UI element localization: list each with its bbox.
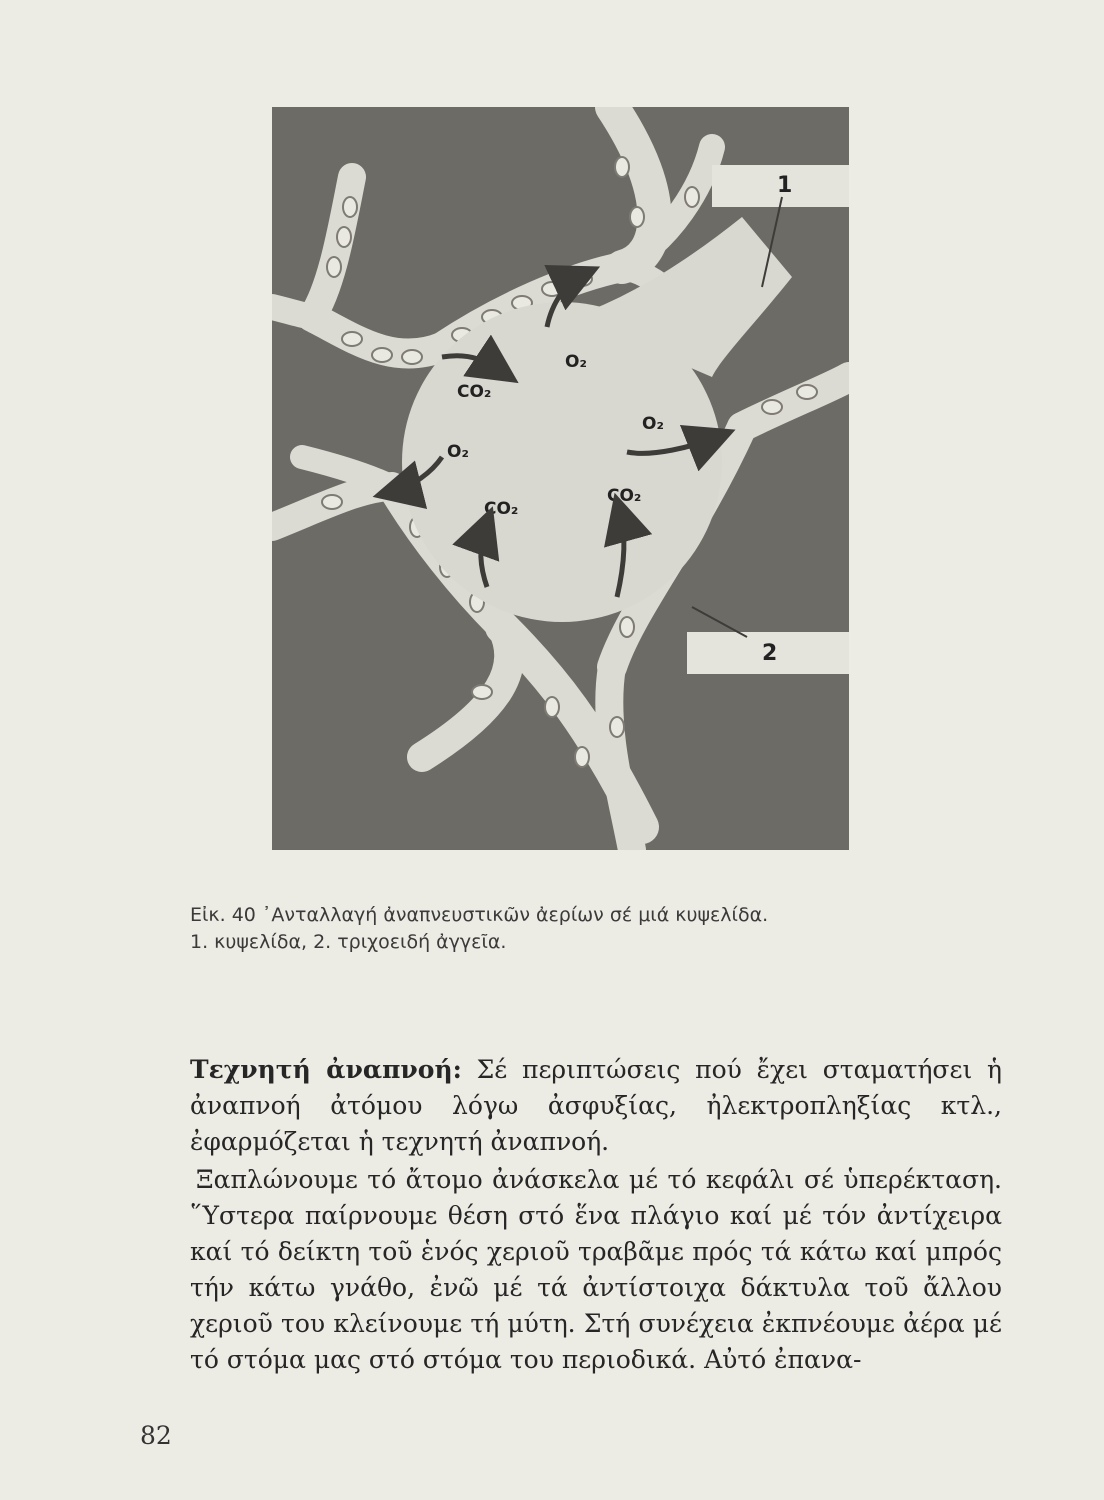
caption-line-1: Εἰκ. 40 ᾿Ανταλλαγή ἀναπνευστικῶν ἀερίων σέ μιά κυψελίδα. [190, 904, 769, 926]
o2-label-right: O₂ [642, 414, 664, 434]
figure-caption [190, 902, 910, 956]
caption-line-2: 1. κυψελίδα, 2. τριχοειδή ἀγγεῖα. [190, 931, 507, 953]
capillaries-label: 2 [762, 641, 778, 666]
alveolus-label: 1 [777, 173, 793, 198]
o2-label-left: O₂ [447, 442, 469, 462]
alveolus-illustration [272, 107, 849, 850]
co2-label-left: CO₂ [457, 382, 492, 402]
o2-label-top: O₂ [565, 352, 587, 372]
paragraph-1-text: Σέ περιπτώσεις πού ἔχει σταματήσει ἡ ἀναπνοή ἀτόμου λόγω ἀσφυξίας, ἠλεκτροπληξίας κτλ., ἐφαρμόζεται ἡ τεχνητή ἀναπνοή. [190, 1055, 1003, 1156]
gas-exchange-figure [272, 107, 849, 850]
term-artificial-respiration: Τεχνητή ἀναπνοή: [190, 1055, 462, 1084]
body-text [190, 1052, 1002, 1378]
paragraph-2: Ξαπλώνουμε τό ἄτομο ἀνάσκελα μέ τό κεφάλι σέ ὑπερέκταση. ῞Υστερα παίρνουμε θέση στό ἕνα πλάγιο καί μέ τόν ἀντίχειρα καί τό δείκτη τοῦ ἑνός χεριοῦ τραβᾶμε πρός τά κάτω καί μπρός τήν κάτω γνάθο, ἐνῶ μέ τά ἀντίστοιχα δάκτυλα τοῦ ἄλλου χεριοῦ του κλείνουμε τή μύτη. Στή συνέχεια ἐκπνέουμε ἀέρα μέ τό στόμα μας στό στόμα του περιοδικά. Αὐτό ἐπανα- [190, 1165, 1002, 1374]
page-number: 82 [140, 1421, 172, 1450]
co2-label-bottom-right: CO₂ [607, 486, 642, 506]
paragraph-1 [190, 1052, 1002, 1160]
co2-label-bottom: CO₂ [484, 499, 519, 519]
